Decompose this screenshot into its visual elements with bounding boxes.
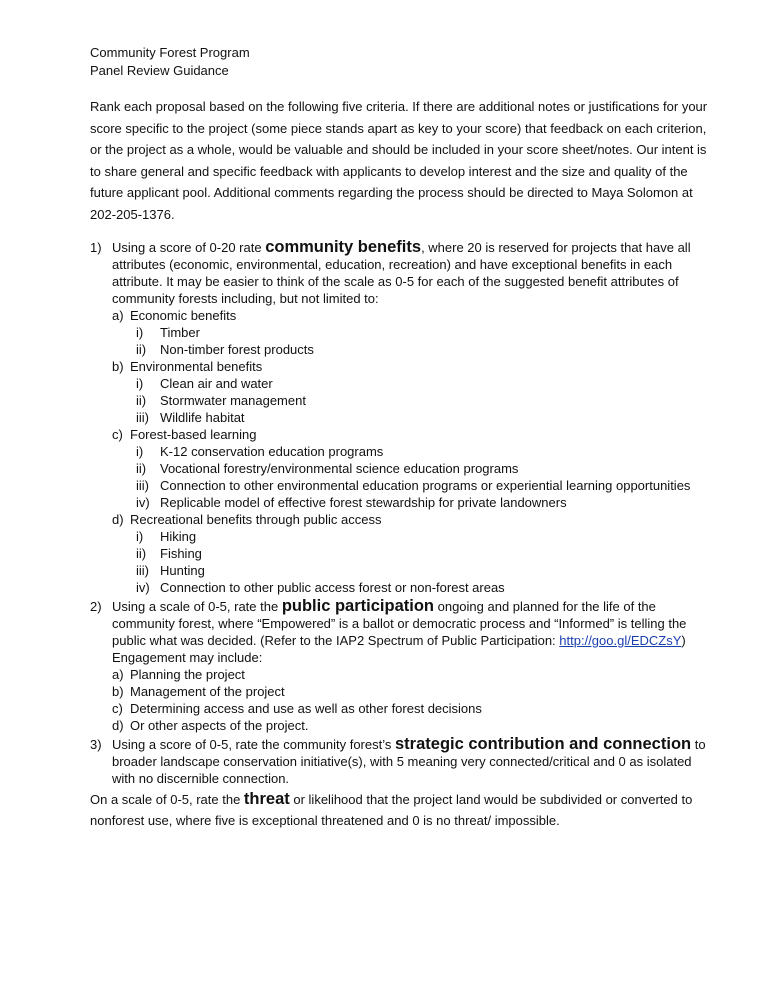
list-marker: ii)	[136, 393, 147, 408]
criterion-text-pre: Using a score of 0-5, rate the community forest’s	[112, 737, 395, 752]
list-marker: iv)	[136, 495, 150, 510]
criterion-number: 2)	[90, 599, 102, 614]
criterion-keyword: strategic contribution and connection	[395, 735, 692, 753]
sub-list-item	[90, 341, 708, 358]
list-item	[90, 426, 708, 443]
list-item-text: Non-timber forest products	[160, 342, 314, 357]
benefit-list	[90, 307, 708, 596]
list-item-text: Connection to other public access forest or non-forest areas	[160, 580, 505, 595]
criterion-number: 3)	[90, 737, 102, 752]
engagement-list	[90, 666, 708, 734]
criterion-keyword: community benefits	[265, 238, 422, 256]
sub-list-item	[90, 409, 708, 426]
list-marker: i)	[136, 444, 144, 459]
list-marker: c)	[112, 427, 123, 442]
list-item	[90, 700, 708, 717]
list-item-text: Timber	[160, 325, 200, 340]
criterion-text-pre: On a scale of 0-5, rate the	[90, 792, 244, 807]
list-item	[90, 717, 708, 734]
criterion-2	[90, 598, 708, 734]
list-marker: c)	[112, 701, 123, 716]
criterion-text-pre: Using a score of 0-20 rate	[112, 240, 266, 255]
list-item-text: Environmental benefits	[130, 359, 263, 374]
criterion-keyword: public participation	[281, 597, 434, 615]
sub-list-item	[90, 494, 708, 511]
criterion-text-post2: ) Engagement may include:	[112, 633, 686, 665]
list-item-text: Fishing	[160, 546, 202, 561]
sub-list-item	[90, 528, 708, 545]
list-marker: ii)	[136, 461, 147, 476]
document-header	[90, 44, 708, 80]
list-item	[90, 358, 708, 375]
sub-list-item	[90, 460, 708, 477]
sub-list-item	[90, 545, 708, 562]
list-marker: iii)	[136, 563, 149, 578]
list-item-text: Economic benefits	[130, 308, 237, 323]
sub-list-item	[90, 375, 708, 392]
list-item	[90, 307, 708, 324]
list-marker: iii)	[136, 478, 149, 493]
criterion-3	[90, 736, 708, 787]
list-item-text: Wildlife habitat	[160, 410, 245, 425]
list-marker: i)	[136, 325, 144, 340]
list-item-text: Vocational forestry/environmental science education programs	[160, 461, 519, 476]
sub-list-item	[90, 579, 708, 596]
sub-list-item	[90, 443, 708, 460]
list-marker: iii)	[136, 410, 149, 425]
criterion-keyword: threat	[243, 790, 290, 808]
list-item	[90, 683, 708, 700]
list-item-text: Management of the project	[130, 684, 285, 699]
list-item-text: Recreational benefits through public access	[130, 512, 382, 527]
sub-list-item	[90, 392, 708, 409]
list-marker: i)	[136, 529, 144, 544]
criterion-text-post: ongoing and planned for the life of the community forest, where “Empowered” is a ballot or democratic process and “Informed” is telling the public what was decided. (Refer to the IAP2 Spectrum of Public Participation:	[112, 599, 687, 648]
list-marker: a)	[112, 308, 124, 323]
list-marker: b)	[112, 684, 124, 699]
criterion-4	[90, 789, 710, 831]
list-marker: ii)	[136, 546, 147, 561]
list-item-text: Hiking	[160, 529, 197, 544]
criterion-text-pre: Using a scale of 0-5, rate the	[112, 599, 282, 614]
list-marker: ii)	[136, 342, 147, 357]
list-item-text: Connection to other environmental education programs or experiential learning opportunities	[160, 478, 691, 493]
criterion-number: 1)	[90, 240, 102, 255]
list-item-text: Or other aspects of the project.	[130, 718, 309, 733]
list-item-text: Hunting	[160, 563, 205, 578]
list-marker: iv)	[136, 580, 150, 595]
list-item-text: Determining access and use as well as other forest decisions	[130, 701, 482, 716]
sub-list-item	[90, 562, 708, 579]
list-item	[90, 666, 708, 683]
list-item-text: Planning the project	[130, 667, 245, 682]
list-item-text: Forest-based learning	[130, 427, 257, 442]
list-item-text: Clean air and water	[160, 376, 273, 391]
list-marker: i)	[136, 376, 144, 391]
criterion-1	[90, 239, 708, 596]
sub-list-item	[90, 477, 708, 494]
list-marker: a)	[112, 667, 124, 682]
list-marker: d)	[112, 718, 124, 733]
list-marker: b)	[112, 359, 124, 374]
document-subtitle: Panel Review Guidance	[90, 63, 229, 78]
iap2-link[interactable]: http://goo.gl/EDCZsY	[559, 633, 682, 648]
list-marker: d)	[112, 512, 124, 527]
criterion-text-post: or likelihood that the project land would be subdivided or converted to nonforest use, where five is exceptional threatened and 0 is no threat/ impossible.	[90, 792, 693, 828]
list-item-text: Stormwater management	[160, 393, 306, 408]
list-item-text: Replicable model of effective forest stewardship for private landowners	[160, 495, 567, 510]
list-item	[90, 511, 708, 528]
criterion-text-post: to broader landscape conservation initiative(s), with 5 meaning very connected/critical and 0 as isolated with no discernible connection.	[112, 737, 706, 786]
criterion-text-post: , where 20 is reserved for projects that have all attributes (economic, environmental, education, recreation) and have exceptional benefits in each attribute. It may be easier to think of the scale as 0-5 for each of the suggested benefit attributes of community forests including, but not limited to:	[112, 240, 691, 306]
intro-paragraph: Rank each proposal based on the following five criteria. If there are additional notes or justifications for your score specific to the project (some piece stands apart as key to your score) that feedback on each criterion, or the project as a whole, would be valuable and should be included in your score sheet/notes. Our intent is to share general and specific feedback with applicants to develop interest and the size and quality of the future applicant pool. Additional comments regarding the process should be directed to Maya Solomon at 202-205-1376.	[90, 99, 708, 222]
sub-list-item	[90, 324, 708, 341]
list-item-text: K-12 conservation education programs	[160, 444, 384, 459]
program-title: Community Forest Program	[90, 45, 250, 60]
